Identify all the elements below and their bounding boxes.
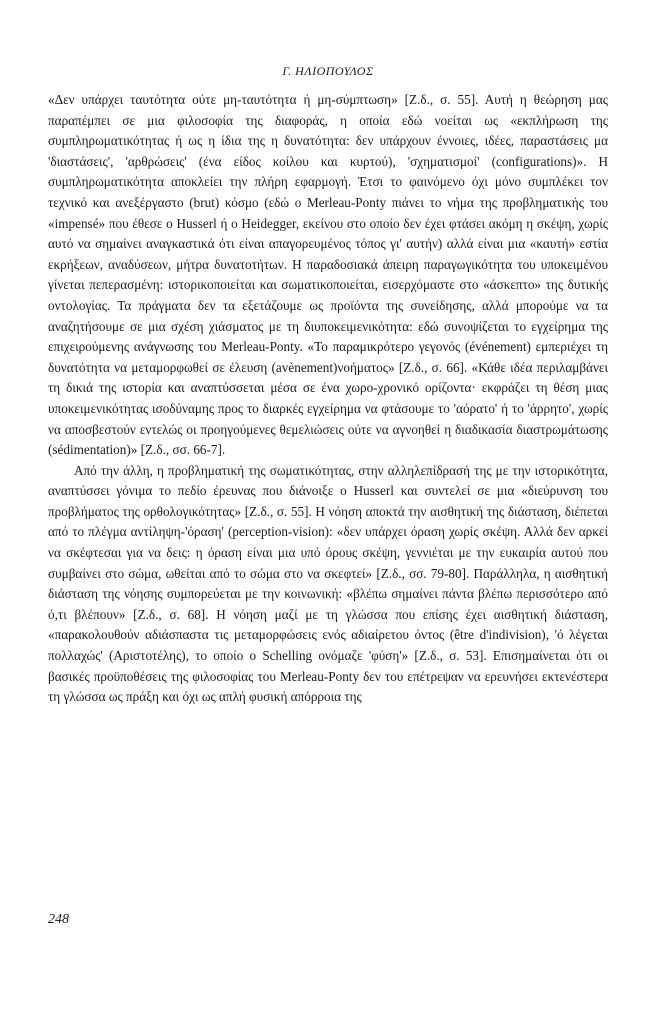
page-number: 248 — [48, 912, 69, 927]
running-head: Γ. ΗΛΙΟΠΟΥΛΟΣ — [282, 64, 374, 78]
body-text — [48, 90, 608, 708]
paragraph: «Δεν υπάρχει ταυτότητα ούτε μη-ταυτότητα ή μη-σύμπτωση» [Ζ.δ., σ. 55]. Αυτή η θεώρηση μας παραπέμπει σε μια φιλοσοφία της διαφοράς, η οποία εδώ νοείται ως «εκπλήρωση της συμπληρωματικότητας ή ως η ίδια της η δυνατότητα: δεν υπάρχουν έννοιες, ιδέες, παραστάσεις μα 'διαστάσεις', 'αρθρώσεις' (ένα είδος κοίλου και κυρτού), 'σχηματισμοί' (configurations)». Η συμπληρωματικότητα αποκλείει την πλήρη εφαρμογή. Έτσι το φαινόμενο όχι μόνο συμπλέκει τον τεχνικό και ανεξέργαστο (brut) κόσμο (εδώ ο Merleau-Ponty πιάνει το νήμα της προβληματικής του «impensé» που έθεσε ο Husserl ή ο Heidegger, εκείνου στο οποίο δεν έχει φτάσει ακόμη η σκέψη, χωρίς αυτό να σημαίνει αναγκαστικά ότι είναι απαγορευμένος τόπος γι' αυτήν) αλλά είναι μια «καυτή» εστία εκρήξεων, αναδύσεων, μήτρα δυνατοτήτων. Η παραδοσιακά άπειρη παραγωγικότητα του υποκειμένου γίνεται πεπερασμένη: ιστορικοποιείται και σωματικοποιείται, εισερχόμαστε στο «άσκεπτο» της δυτικής οντολογίας. Τα πράγματα δεν τα εξετάζουμε ως προϊόντα της συνείδησης, αλλά μπορούμε να τα αναζητήσουμε σε μια σχέση χιάσματος με τη διυποκειμενικότητα: εδώ συνοψίζεται το εγχείρημα της επιχειρούμενης ανάγνωσης του Merleau-Ponty. «Το παραμικρότερο γεγονός (événement) εμπεριέχει τη δυνατότητα να μεταμορφωθεί σε έλευση (avènement)νοήματος» [Ζ.δ., σ. 66]. «Κάθε ιδέα περιλαμβάνει τη δικιά της ιστορία και αναπτύσσεται μέσα σε ένα χωρο-χρονικό ορίζοντα· εκφράζει τη θέση μιας υποκειμενικότητας ισοδύναμης προς το διαρκές εγχείρημα να φτάσουμε το 'αόρατο' ή το 'άρρητο', χωρίς να αποσβεστούν εντελώς οι προηγούμενες θεμελιώσεις ούτε να αγνοηθεί η διαδικασία διαστρωμάτωσης (sédimentation)» [Ζ.δ., σσ. 66-7]. — [48, 92, 608, 458]
paragraph: Από την άλλη, η προβληματική της σωματικότητας, στην αλληλεπίδρασή της με την ιστορικότητα, αναπτύσσει γόνιμα το πεδίο έρευνας που διάνοιξε ο Husserl και συντελεί σε μια «διεύρυνση του προβλήματος της ορθολογικότητας» [Ζ.δ., σ. 55]. Η νόηση αποκτά την αισθητική της διάσταση, διέπεται από το πλέγμα αντίληψη-'όραση' (perception-vision): «δεν υπάρχει όραση χωρίς σκέψη. Αλλά δεν αρκεί να σκέφτεσαι για να δεις: η όραση είναι μια υπό όρους σκέψη, γεννιέται με την ευκαιρία αυτού που συμβαίνει στο σώμα, ωθείται από το σώμα στο να σκεφτεί» [Ζ.δ., σσ. 79-80]. Παράλληλα, η αισθητική διάσταση της νόησης συμπορεύεται με την κοινωνική: «βλέπω σημαίνει πάντα βλέπω περισσότερο από ό,τι βλέπουν» [Ζ.δ., σ. 68]. Η νόηση μαζί με τη γλώσσα που επίσης έχει αισθητική διάσταση, «παρακολουθούν αδιάσπαστα τις μεταμορφώσεις ενός αδιαίρετου όντος (être d'indivision), 'ό λέγεται πολλαχώς' (Αριστοτέλης), το οποίο ο Schelling ονόμαζε 'φύση'» [Ζ.δ., σ. 53]. Επισημαίνεται ότι οι βασικές προϋποθέσεις της φιλοσοφίας του Merleau-Ponty δεν του επέτρεψαν να ερευνήσει εκτενέστερα τη γλώσσα ως πράξη και όχι ως απλή φυσική απόρροια της — [48, 462, 608, 705]
